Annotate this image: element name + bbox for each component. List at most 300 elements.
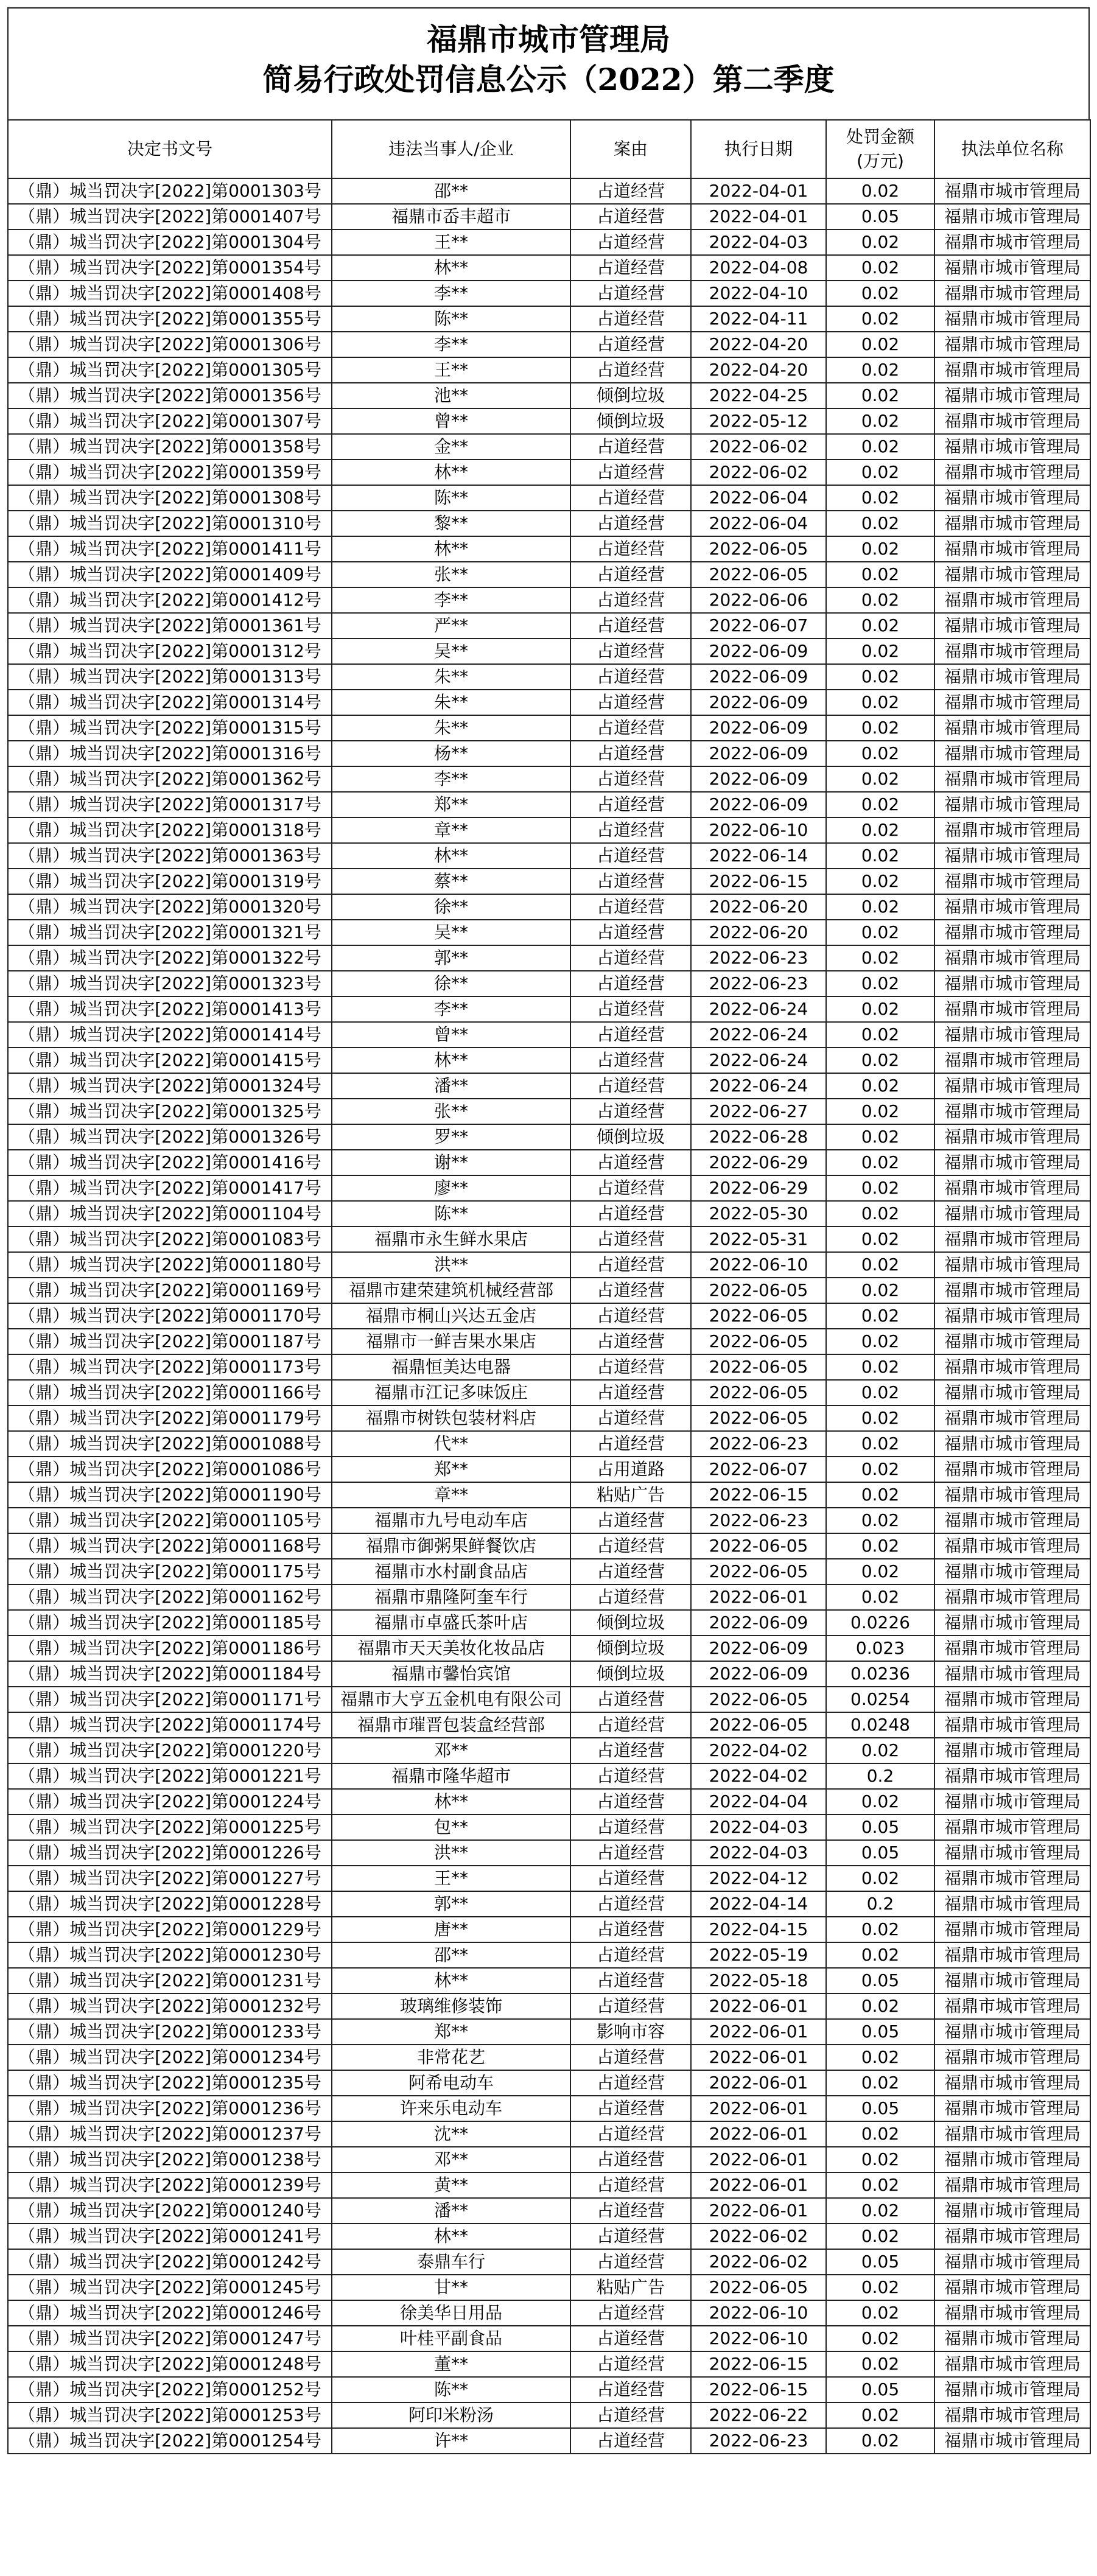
amount-cell: 0.02: [826, 2428, 934, 2454]
decision-number-cell: （鼎）城当罚决字[2022]第0001314号: [8, 690, 332, 715]
cause-cell: 占道经营: [570, 2096, 691, 2121]
party-cell: 李**: [332, 587, 570, 613]
amount-cell: 0.05: [826, 1815, 934, 1840]
cause-cell: 占道经营: [570, 1866, 691, 1891]
cause-cell: 倾倒垃圾: [570, 1636, 691, 1661]
cause-cell: 占道经营: [570, 357, 691, 383]
party-cell: 福鼎市九号电动车店: [332, 1508, 570, 1533]
decision-number-cell: （鼎）城当罚决字[2022]第0001312号: [8, 639, 332, 664]
amount-cell: 0.02: [826, 1227, 934, 1252]
party-cell: 福鼎市御粥果鲜餐饮店: [332, 1533, 570, 1559]
amount-cell: 0.023: [826, 1636, 934, 1661]
date-cell: 2022-06-05: [691, 1687, 826, 1712]
cause-cell: 占道经营: [570, 485, 691, 511]
cause-cell: 占道经营: [570, 1789, 691, 1815]
decision-number-cell: （鼎）城当罚决字[2022]第0001238号: [8, 2147, 332, 2172]
party-cell: 福鼎市永生鲜水果店: [332, 1227, 570, 1252]
date-cell: 2022-04-02: [691, 1738, 826, 1763]
notice-document: [7, 7, 1090, 2454]
authority-cell: 福鼎市城市管理局: [934, 843, 1090, 869]
table-row: [8, 255, 1090, 281]
authority-cell: 福鼎市城市管理局: [934, 1917, 1090, 1942]
date-cell: 2022-06-23: [691, 1431, 826, 1457]
date-cell: 2022-06-15: [691, 869, 826, 894]
authority-cell: 福鼎市城市管理局: [934, 2403, 1090, 2428]
party-cell: 廖**: [332, 1175, 570, 1201]
authority-cell: 福鼎市城市管理局: [934, 1022, 1090, 1048]
party-cell: 玻璃维修装饰: [332, 1993, 570, 2019]
table-row: [8, 1866, 1090, 1891]
authority-cell: 福鼎市城市管理局: [934, 1763, 1090, 1789]
date-cell: 2022-06-05: [691, 2275, 826, 2300]
party-cell: 李**: [332, 766, 570, 792]
authority-cell: 福鼎市城市管理局: [934, 664, 1090, 690]
table-row: [8, 1687, 1090, 1712]
party-cell: 李**: [332, 281, 570, 306]
party-cell: 张**: [332, 1099, 570, 1124]
table-row: [8, 332, 1090, 357]
authority-cell: 福鼎市城市管理局: [934, 2224, 1090, 2249]
decision-number-cell: （鼎）城当罚决字[2022]第0001086号: [8, 1457, 332, 1482]
authority-cell: 福鼎市城市管理局: [934, 1610, 1090, 1636]
table-row: [8, 971, 1090, 996]
party-cell: 郑**: [332, 2019, 570, 2045]
amount-cell: 0.02: [826, 1252, 934, 1278]
date-cell: 2022-06-22: [691, 2403, 826, 2428]
party-cell: 金**: [332, 434, 570, 460]
authority-cell: 福鼎市城市管理局: [934, 1175, 1090, 1201]
date-cell: 2022-06-01: [691, 2096, 826, 2121]
decision-number-cell: （鼎）城当罚决字[2022]第0001229号: [8, 1917, 332, 1942]
cause-cell: 占道经营: [570, 2045, 691, 2070]
cause-cell: 倾倒垃圾: [570, 1661, 691, 1687]
date-cell: 2022-06-02: [691, 460, 826, 485]
amount-cell: 0.02: [826, 1022, 934, 1048]
date-cell: 2022-04-04: [691, 1789, 826, 1815]
cause-cell: 占道经营: [570, 690, 691, 715]
table-row: [8, 945, 1090, 971]
table-row: [8, 1380, 1090, 1405]
date-cell: 2022-06-29: [691, 1175, 826, 1201]
party-cell: 黎**: [332, 511, 570, 536]
party-cell: 福鼎市树铁包装材料店: [332, 1405, 570, 1431]
amount-cell: 0.02: [826, 2351, 934, 2377]
cause-cell: 占道经营: [570, 460, 691, 485]
cause-cell: 占道经营: [570, 2147, 691, 2172]
decision-number-cell: （鼎）城当罚决字[2022]第0001236号: [8, 2096, 332, 2121]
amount-cell: 0.02: [826, 229, 934, 255]
decision-number-cell: （鼎）城当罚决字[2022]第0001324号: [8, 1073, 332, 1099]
amount-cell: 0.02: [826, 971, 934, 996]
cause-cell: 占道经营: [570, 1840, 691, 1866]
amount-cell: 0.05: [826, 2019, 934, 2045]
authority-cell: 福鼎市城市管理局: [934, 1329, 1090, 1354]
amount-cell: 0.02: [826, 1559, 934, 1584]
decision-number-cell: （鼎）城当罚决字[2022]第0001315号: [8, 715, 332, 741]
table-row: [8, 1559, 1090, 1584]
date-cell: 2022-06-15: [691, 2377, 826, 2403]
table-row: [8, 1303, 1090, 1329]
decision-number-cell: （鼎）城当罚决字[2022]第0001417号: [8, 1175, 332, 1201]
cause-cell: 占道经营: [570, 1533, 691, 1559]
authority-cell: 福鼎市城市管理局: [934, 715, 1090, 741]
authority-cell: 福鼎市城市管理局: [934, 639, 1090, 664]
cause-cell: 占道经营: [570, 2428, 691, 2454]
table-row: [8, 817, 1090, 843]
authority-cell: 福鼎市城市管理局: [934, 1687, 1090, 1712]
decision-number-cell: （鼎）城当罚决字[2022]第0001252号: [8, 2377, 332, 2403]
authority-cell: 福鼎市城市管理局: [934, 945, 1090, 971]
amount-cell: 0.02: [826, 869, 934, 894]
table-row: [8, 715, 1090, 741]
party-cell: 徐**: [332, 894, 570, 920]
cause-cell: 占道经营: [570, 996, 691, 1022]
table-row: [8, 2377, 1090, 2403]
table-row: [8, 1201, 1090, 1227]
decision-number-cell: （鼎）城当罚决字[2022]第0001240号: [8, 2198, 332, 2224]
cause-cell: 占道经营: [570, 741, 691, 766]
date-cell: 2022-06-29: [691, 1150, 826, 1175]
date-cell: 2022-04-12: [691, 1866, 826, 1891]
party-cell: 陈**: [332, 485, 570, 511]
cause-cell: 占道经营: [570, 1073, 691, 1099]
cause-cell: 占道经营: [570, 562, 691, 587]
table-row: [8, 1661, 1090, 1687]
decision-number-cell: （鼎）城当罚决字[2022]第0001186号: [8, 1636, 332, 1661]
cause-cell: 占道经营: [570, 1559, 691, 1584]
authority-cell: 福鼎市城市管理局: [934, 1482, 1090, 1508]
date-cell: 2022-06-01: [691, 2121, 826, 2147]
table-row: [8, 485, 1090, 511]
authority-cell: 福鼎市城市管理局: [934, 332, 1090, 357]
decision-number-cell: （鼎）城当罚决字[2022]第0001316号: [8, 741, 332, 766]
party-cell: 徐美华日用品: [332, 2300, 570, 2326]
amount-cell: 0.02: [826, 1329, 934, 1354]
decision-number-cell: （鼎）城当罚决字[2022]第0001407号: [8, 204, 332, 229]
amount-cell: 0.02: [826, 1405, 934, 1431]
cause-cell: 占道经营: [570, 332, 691, 357]
table-row: [8, 2172, 1090, 2198]
party-cell: 陈**: [332, 2377, 570, 2403]
amount-cell: 0.02: [826, 1048, 934, 1073]
cause-cell: 占道经营: [570, 1584, 691, 1610]
cause-cell: 占道经营: [570, 2224, 691, 2249]
table-row: [8, 1533, 1090, 1559]
cause-cell: 占道经营: [570, 2300, 691, 2326]
date-cell: 2022-04-03: [691, 1840, 826, 1866]
decision-number-cell: （鼎）城当罚决字[2022]第0001170号: [8, 1303, 332, 1329]
amount-cell: 0.02: [826, 562, 934, 587]
date-cell: 2022-04-03: [691, 229, 826, 255]
decision-number-cell: （鼎）城当罚决字[2022]第0001412号: [8, 587, 332, 613]
table-row: [8, 1405, 1090, 1431]
decision-number-cell: （鼎）城当罚决字[2022]第0001326号: [8, 1124, 332, 1150]
cause-cell: 占道经营: [570, 1354, 691, 1380]
authority-cell: 福鼎市城市管理局: [934, 408, 1090, 434]
cause-cell: 占道经营: [570, 869, 691, 894]
cause-cell: 占道经营: [570, 1891, 691, 1917]
decision-number-cell: （鼎）城当罚决字[2022]第0001179号: [8, 1405, 332, 1431]
cause-cell: 占道经营: [570, 1917, 691, 1942]
table-row: [8, 869, 1090, 894]
decision-number-cell: （鼎）城当罚决字[2022]第0001187号: [8, 1329, 332, 1354]
authority-cell: 福鼎市城市管理局: [934, 357, 1090, 383]
authority-cell: 福鼎市城市管理局: [934, 178, 1090, 204]
party-cell: 福鼎市馨怡宾馆: [332, 1661, 570, 1687]
decision-number-cell: （鼎）城当罚决字[2022]第0001308号: [8, 485, 332, 511]
date-cell: 2022-06-24: [691, 1073, 826, 1099]
decision-number-cell: （鼎）城当罚决字[2022]第0001239号: [8, 2172, 332, 2198]
date-cell: 2022-06-23: [691, 945, 826, 971]
decision-number-cell: （鼎）城当罚决字[2022]第0001303号: [8, 178, 332, 204]
table-row: [8, 204, 1090, 229]
decision-number-cell: （鼎）城当罚决字[2022]第0001416号: [8, 1150, 332, 1175]
date-cell: 2022-04-01: [691, 204, 826, 229]
cause-cell: 占道经营: [570, 1303, 691, 1329]
amount-cell: 0.02: [826, 1942, 934, 1968]
table-row: [8, 843, 1090, 869]
cause-cell: 倾倒垃圾: [570, 408, 691, 434]
amount-cell: 0.02: [826, 639, 934, 664]
decision-number-cell: （鼎）城当罚决字[2022]第0001411号: [8, 536, 332, 562]
amount-cell: 0.02: [826, 766, 934, 792]
cause-cell: 占道经营: [570, 1993, 691, 2019]
party-cell: 福鼎市隆华超市: [332, 1763, 570, 1789]
party-cell: 池**: [332, 383, 570, 408]
decision-number-cell: （鼎）城当罚决字[2022]第0001325号: [8, 1099, 332, 1124]
authority-cell: 福鼎市城市管理局: [934, 1789, 1090, 1815]
table-row: [8, 2224, 1090, 2249]
decision-number-cell: （鼎）城当罚决字[2022]第0001226号: [8, 1840, 332, 1866]
authority-cell: 福鼎市城市管理局: [934, 1073, 1090, 1099]
date-cell: 2022-06-05: [691, 1712, 826, 1738]
table-row: [8, 741, 1090, 766]
party-cell: 福鼎市大亨五金机电有限公司: [332, 1687, 570, 1712]
table-row: [8, 1815, 1090, 1840]
authority-cell: 福鼎市城市管理局: [934, 1431, 1090, 1457]
document-subtitle: 简易行政处罚信息公示（2022）第二季度: [262, 61, 835, 97]
table-row: [8, 1431, 1090, 1457]
table-row: [8, 664, 1090, 690]
decision-number-cell: （鼎）城当罚决字[2022]第0001253号: [8, 2403, 332, 2428]
date-cell: 2022-04-15: [691, 1917, 826, 1942]
amount-cell: 0.02: [826, 2326, 934, 2351]
authority-cell: 福鼎市城市管理局: [934, 920, 1090, 945]
date-cell: 2022-05-30: [691, 1201, 826, 1227]
party-cell: 章**: [332, 817, 570, 843]
amount-cell: 0.02: [826, 690, 934, 715]
authority-cell: 福鼎市城市管理局: [934, 1124, 1090, 1150]
authority-cell: 福鼎市城市管理局: [934, 306, 1090, 332]
party-cell: 杨**: [332, 741, 570, 766]
date-cell: 2022-06-05: [691, 1380, 826, 1405]
authority-cell: 福鼎市城市管理局: [934, 2300, 1090, 2326]
table-row: [8, 434, 1090, 460]
date-cell: 2022-06-05: [691, 1405, 826, 1431]
decision-number-cell: （鼎）城当罚决字[2022]第0001323号: [8, 971, 332, 996]
authority-cell: 福鼎市城市管理局: [934, 1227, 1090, 1252]
header-amount: 处罚金额 (万元): [826, 120, 934, 178]
amount-cell: 0.02: [826, 1584, 934, 1610]
date-cell: 2022-06-23: [691, 971, 826, 996]
party-cell: 章**: [332, 1482, 570, 1508]
cause-cell: 占道经营: [570, 281, 691, 306]
authority-cell: 福鼎市城市管理局: [934, 996, 1090, 1022]
decision-number-cell: （鼎）城当罚决字[2022]第0001225号: [8, 1815, 332, 1840]
table-row: [8, 996, 1090, 1022]
amount-cell: 0.02: [826, 2121, 934, 2147]
decision-number-cell: （鼎）城当罚决字[2022]第0001105号: [8, 1508, 332, 1533]
party-cell: 朱**: [332, 690, 570, 715]
decision-number-cell: （鼎）城当罚决字[2022]第0001248号: [8, 2351, 332, 2377]
date-cell: 2022-06-09: [691, 792, 826, 817]
cause-cell: 占道经营: [570, 1968, 691, 1993]
cause-cell: 占道经营: [570, 2403, 691, 2428]
authority-cell: 福鼎市城市管理局: [934, 1559, 1090, 1584]
party-cell: 朱**: [332, 664, 570, 690]
party-cell: 王**: [332, 229, 570, 255]
authority-cell: 福鼎市城市管理局: [934, 2198, 1090, 2224]
date-cell: 2022-06-01: [691, 2147, 826, 2172]
amount-cell: 0.02: [826, 1431, 934, 1457]
cause-cell: 占道经营: [570, 1048, 691, 1073]
authority-cell: 福鼎市城市管理局: [934, 2326, 1090, 2351]
cause-cell: 占道经营: [570, 2249, 691, 2275]
decision-number-cell: （鼎）城当罚决字[2022]第0001234号: [8, 2045, 332, 2070]
date-cell: 2022-06-01: [691, 1993, 826, 2019]
date-cell: 2022-06-01: [691, 2045, 826, 2070]
party-cell: 许来乐电动车: [332, 2096, 570, 2121]
amount-cell: 0.02: [826, 715, 934, 741]
decision-number-cell: （鼎）城当罚决字[2022]第0001184号: [8, 1661, 332, 1687]
authority-cell: 福鼎市城市管理局: [934, 1508, 1090, 1533]
authority-cell: 福鼎市城市管理局: [934, 1840, 1090, 1866]
authority-cell: 福鼎市城市管理局: [934, 869, 1090, 894]
date-cell: 2022-04-10: [691, 281, 826, 306]
header-cause: 案由: [570, 120, 691, 178]
amount-cell: 0.02: [826, 1175, 934, 1201]
decision-number-cell: （鼎）城当罚决字[2022]第0001241号: [8, 2224, 332, 2249]
table-row: [8, 1968, 1090, 1993]
table-row: [8, 2249, 1090, 2275]
amount-cell: 0.02: [826, 408, 934, 434]
cause-cell: 占道经营: [570, 306, 691, 332]
date-cell: 2022-06-15: [691, 1482, 826, 1508]
authority-cell: 福鼎市城市管理局: [934, 204, 1090, 229]
cause-cell: 占道经营: [570, 2172, 691, 2198]
decision-number-cell: （鼎）城当罚决字[2022]第0001414号: [8, 1022, 332, 1048]
party-cell: 福鼎市天天美妆化妆品店: [332, 1636, 570, 1661]
cause-cell: 占道经营: [570, 792, 691, 817]
amount-cell: 0.2: [826, 1763, 934, 1789]
amount-cell: 0.02: [826, 2403, 934, 2428]
cause-cell: 占道经营: [570, 971, 691, 996]
decision-number-cell: （鼎）城当罚决字[2022]第0001320号: [8, 894, 332, 920]
amount-cell: 0.0254: [826, 1687, 934, 1712]
authority-cell: 福鼎市城市管理局: [934, 281, 1090, 306]
date-cell: 2022-06-23: [691, 1508, 826, 1533]
decision-number-cell: （鼎）城当罚决字[2022]第0001175号: [8, 1559, 332, 1584]
cause-cell: 占道经营: [570, 1227, 691, 1252]
table-row: [8, 1840, 1090, 1866]
table-row: [8, 1993, 1090, 2019]
cause-cell: 占道经营: [570, 434, 691, 460]
decision-number-cell: （鼎）城当罚决字[2022]第0001306号: [8, 332, 332, 357]
table-row: [8, 792, 1090, 817]
cause-cell: 倾倒垃圾: [570, 383, 691, 408]
amount-cell: 0.02: [826, 1738, 934, 1763]
decision-number-cell: （鼎）城当罚决字[2022]第0001247号: [8, 2326, 332, 2351]
table-row: [8, 1738, 1090, 1763]
party-cell: 潘**: [332, 1073, 570, 1099]
party-cell: 甘**: [332, 2275, 570, 2300]
decision-number-cell: （鼎）城当罚决字[2022]第0001174号: [8, 1712, 332, 1738]
decision-number-cell: （鼎）城当罚决字[2022]第0001190号: [8, 1482, 332, 1508]
cause-cell: 占道经营: [570, 2351, 691, 2377]
decision-number-cell: （鼎）城当罚决字[2022]第0001221号: [8, 1763, 332, 1789]
date-cell: 2022-04-01: [691, 178, 826, 204]
cause-cell: 粘贴广告: [570, 2275, 691, 2300]
cause-cell: 占道经营: [570, 1278, 691, 1303]
table-row: [8, 1712, 1090, 1738]
cause-cell: 占道经营: [570, 2326, 691, 2351]
cause-cell: 占道经营: [570, 1175, 691, 1201]
amount-cell: 0.02: [826, 2070, 934, 2096]
date-cell: 2022-05-31: [691, 1227, 826, 1252]
party-cell: 福鼎市水村副食品店: [332, 1559, 570, 1584]
amount-cell: 0.02: [826, 1354, 934, 1380]
decision-number-cell: （鼎）城当罚决字[2022]第0001088号: [8, 1431, 332, 1457]
decision-number-cell: （鼎）城当罚决字[2022]第0001220号: [8, 1738, 332, 1763]
decision-number-cell: （鼎）城当罚决字[2022]第0001228号: [8, 1891, 332, 1917]
table-row: [8, 587, 1090, 613]
table-row: [8, 639, 1090, 664]
amount-cell: 0.02: [826, 1482, 934, 1508]
decision-number-cell: （鼎）城当罚决字[2022]第0001358号: [8, 434, 332, 460]
decision-number-cell: （鼎）城当罚决字[2022]第0001173号: [8, 1354, 332, 1380]
table-row: [8, 2070, 1090, 2096]
date-cell: 2022-06-27: [691, 1099, 826, 1124]
decision-number-cell: （鼎）城当罚决字[2022]第0001232号: [8, 1993, 332, 2019]
amount-cell: 0.02: [826, 1201, 934, 1227]
party-cell: 郑**: [332, 1457, 570, 1482]
authority-cell: 福鼎市城市管理局: [934, 1201, 1090, 1227]
date-cell: 2022-06-24: [691, 996, 826, 1022]
cause-cell: 占道经营: [570, 536, 691, 562]
date-cell: 2022-04-11: [691, 306, 826, 332]
amount-cell: 0.02: [826, 1124, 934, 1150]
table-row: [8, 2275, 1090, 2300]
table-row: [8, 511, 1090, 536]
party-cell: 李**: [332, 332, 570, 357]
date-cell: 2022-06-01: [691, 1584, 826, 1610]
amount-cell: 0.02: [826, 1533, 934, 1559]
date-cell: 2022-06-05: [691, 1278, 826, 1303]
cause-cell: 占道经营: [570, 255, 691, 281]
date-cell: 2022-06-14: [691, 843, 826, 869]
cause-cell: 占道经营: [570, 1201, 691, 1227]
cause-cell: 占道经营: [570, 2198, 691, 2224]
party-cell: 福鼎市桐山兴达五金店: [332, 1303, 570, 1329]
cause-cell: 占道经营: [570, 664, 691, 690]
cause-cell: 占道经营: [570, 817, 691, 843]
authority-cell: 福鼎市城市管理局: [934, 2172, 1090, 2198]
authority-cell: 福鼎市城市管理局: [934, 2045, 1090, 2070]
date-cell: 2022-06-07: [691, 1457, 826, 1482]
amount-cell: 0.02: [826, 536, 934, 562]
table-body: [8, 178, 1090, 2454]
amount-cell: 0.02: [826, 1993, 934, 2019]
